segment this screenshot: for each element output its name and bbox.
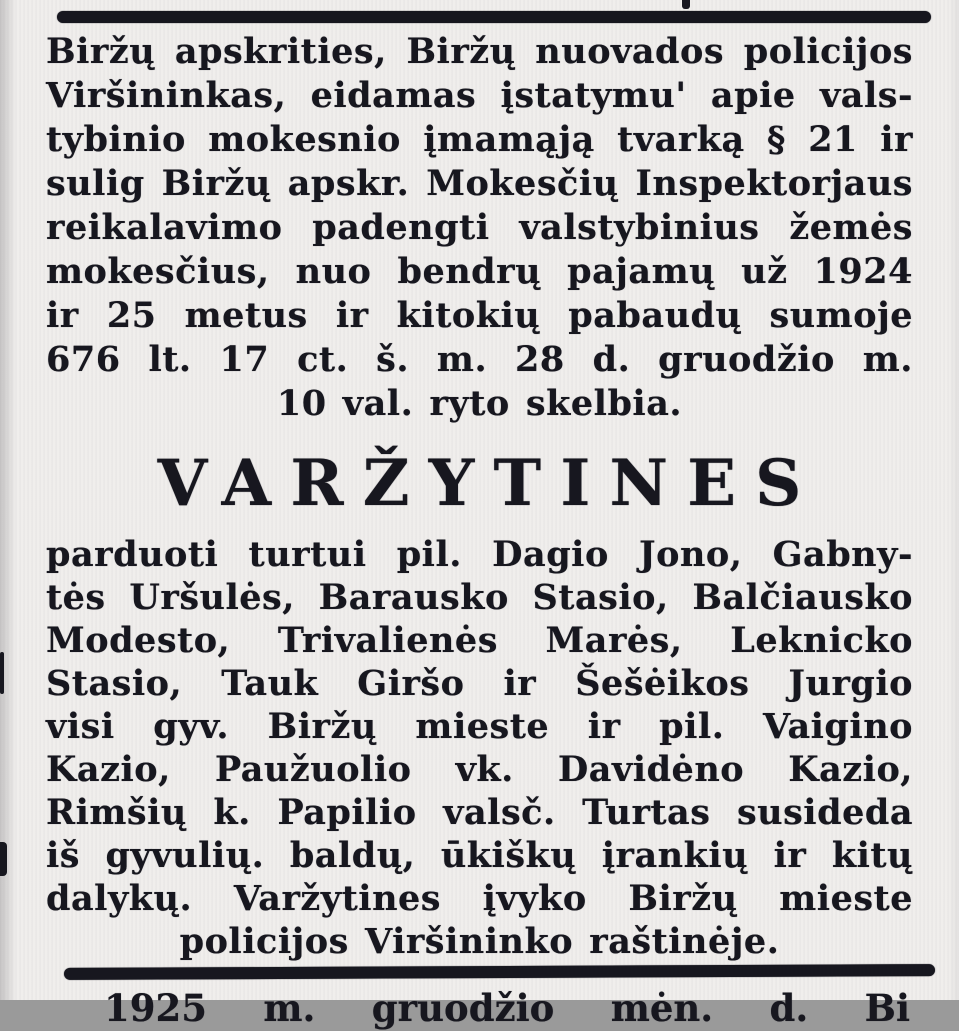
intro-line: Viršininkas, eidamas įstatymu' apie vals-	[46, 75, 913, 116]
body-line: Rimšių k. Papilio valsč. Turtas susideda	[46, 792, 913, 833]
print-artifact-left	[0, 842, 7, 876]
intro-line: 10 val. ryto skelbia.	[276, 383, 683, 424]
body-line: Stasio, Tauk Giršo ir Šešėikos Jurgio	[46, 663, 913, 704]
body-line: Kazio, Paužuolio vk. Davidėno Kazio,	[46, 749, 913, 790]
print-artifact-left	[0, 652, 4, 694]
intro-line: 676 lt. 17 ct. š. m. 28 d. gruodžio m.	[46, 339, 913, 380]
body-paragraph	[46, 533, 913, 963]
body-line: Modesto, Trivalienės Marės, Leknicko	[46, 620, 913, 661]
body-line: policijos Viršininko raštinėje.	[179, 921, 780, 962]
intro-line: sulig Biržų apskr. Mokesčių Inspektorjaus	[46, 163, 913, 204]
body-line: parduoti turtui pil. Dagio Jono, Gabny-	[46, 534, 913, 575]
horizontal-rule-bottom	[64, 964, 935, 980]
body-line: visi gyv. Biržų mieste ir pil. Vaigino	[46, 706, 913, 747]
horizontal-rule-top	[57, 11, 931, 23]
print-artifact-top	[682, 0, 690, 9]
intro-line: mokesčius, nuo bendrų pajamų už 1924	[46, 251, 913, 292]
body-line: tės Uršulės, Barausko Stasio, Balčiausko	[46, 577, 913, 618]
body-line: dalykų. Varžytines įvyko Biržų mieste	[46, 878, 913, 919]
auction-headline: VARŽYTINES	[157, 446, 821, 521]
intro-line: tybinio mokesnio įmamąją tvarką § 21 ir	[46, 119, 913, 160]
intro-line: ir 25 metus ir kitokių pabaudų sumoje	[46, 295, 913, 336]
intro-line: Biržų apskrities, Biržų nuovados policijos	[46, 31, 913, 72]
intro-line: reikalavimo padengti valstybinius žemės	[46, 207, 913, 248]
clipped-bottom-text-line: 1925 m. gruodžio mėn. d. Bi	[104, 986, 910, 1030]
body-line: iš gyvulių. baldų, ūkiškų įrankių ir kitų	[46, 835, 913, 876]
intro-paragraph	[46, 30, 913, 426]
